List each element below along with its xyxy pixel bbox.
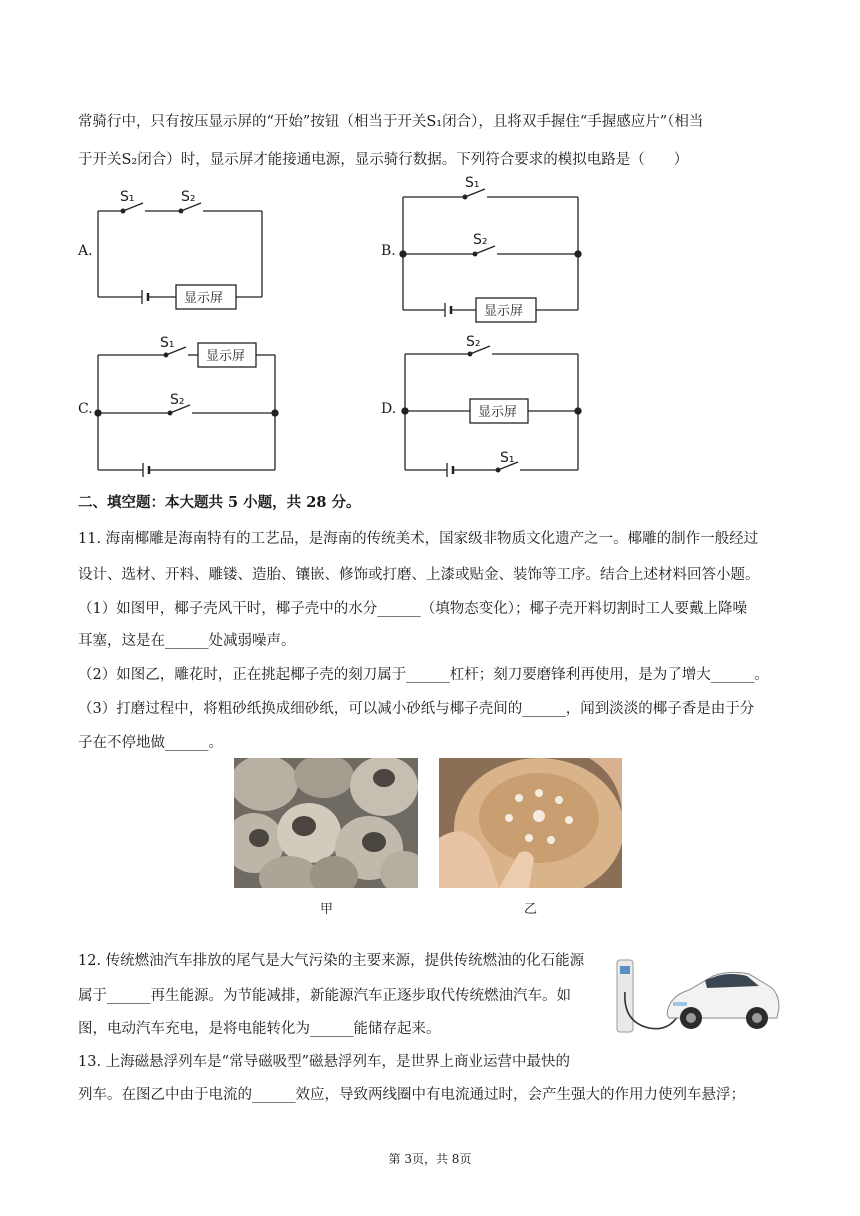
circuit-d-display-label: 显示屏 — [478, 405, 518, 420]
q10-line-1: 常骑行中，只有按压显示屏的“开始”按钮（相当于开关S₁闭合），且将双手握住“手握感应片”（相当 — [78, 114, 704, 130]
circuit-c-s1-label: S₁ — [160, 335, 175, 351]
circuit-a-s2-label: S₂ — [181, 189, 196, 205]
circuit-d-s1-label: S₁ — [500, 450, 515, 466]
caption-yi: 乙 — [524, 902, 538, 917]
circuit-b — [400, 175, 581, 322]
q11-line-7: 子在不停地做______。 — [78, 735, 223, 751]
electric-car-charging-illustration — [609, 952, 781, 1042]
section-heading: 二、填空题：本大题共 5 小题，共 28 分。 — [78, 494, 361, 511]
circuit-d-s2-label: S₂ — [466, 334, 481, 350]
coconut-carving-photo — [439, 758, 622, 888]
circuit-a-display-label: 显示屏 — [184, 291, 224, 306]
option-a-label: A. — [78, 243, 93, 259]
circuit-a — [98, 189, 262, 309]
q11-line-4: 耳塞，这是在______处减弱噪声。 — [78, 633, 296, 649]
circuit-b-s1-label: S₁ — [465, 175, 480, 191]
circuit-b-s2-label: S₂ — [473, 232, 488, 248]
circuit-d — [402, 334, 581, 477]
q13-line-1: 13. 上海磁悬浮列车是“常导磁吸型”磁悬浮列车，是世界上商业运营中最快的 — [78, 1054, 570, 1070]
coconut-shells-photo — [234, 758, 418, 888]
page-footer: 第 3页，共 8页 — [388, 1152, 472, 1166]
caption-jia: 甲 — [320, 902, 334, 917]
option-c-label: C. — [78, 401, 93, 417]
option-b-label: B. — [381, 243, 396, 259]
circuit-a-s1-label: S₁ — [120, 189, 135, 205]
circuit-c-display-label: 显示屏 — [206, 349, 246, 364]
q11-line-2: 设计、选材、开料、雕镂、造胎、镶嵌、修饰或打磨、上漆或贴金、装饰等工序。结合上述材料回答小题。 — [78, 567, 760, 583]
q11-line-6: （3）打磨过程中，将粗砂纸换成细砂纸，可以减小砂纸与椰子壳间的______，闻到淡淡的椰子香是由于分 — [78, 701, 755, 717]
q13-line-2: 列车。在图乙中由于电流的______效应，导致两线圈中有电流通过时，会产生强大的作用力使列车悬浮； — [78, 1087, 745, 1103]
q10-line-2: 于开关S₂闭合）时，显示屏才能接通电源，显示骑行数据。下列符合要求的模拟电路是（ ） — [78, 152, 689, 168]
q11-line-5: （2）如图乙，雕花时，正在挑起椰子壳的刻刀属于______杠杆；刻刀要磨锋利再使用，是为了增大______。 — [78, 667, 769, 683]
circuit-b-display-label: 显示屏 — [484, 304, 524, 319]
q12-line-2: 属于______再生能源。为节能减排，新能源汽车正逐步取代传统燃油汽车。如 — [78, 988, 571, 1004]
q12-line-1: 12. 传统燃油汽车排放的尾气是大气污染的主要来源，提供传统燃油的化石能源 — [78, 953, 585, 969]
circuit-diagrams — [0, 0, 860, 490]
q11-line-3: （1）如图甲，椰子壳风干时，椰子壳中的水分______（填物态变化）；椰子壳开料切割时工人要戴上降噪 — [78, 601, 747, 617]
q12-line-3: 图，电动汽车充电，是将电能转化为______能储存起来。 — [78, 1021, 441, 1037]
q11-line-1: 11. 海南椰雕是海南特有的工艺品，是海南的传统美术，国家级非物质文化遗产之一。椰雕的制作一般经过 — [78, 531, 759, 547]
circuit-c — [95, 335, 278, 477]
circuit-c-s2-label: S₂ — [170, 392, 185, 408]
option-d-label: D. — [381, 401, 397, 417]
